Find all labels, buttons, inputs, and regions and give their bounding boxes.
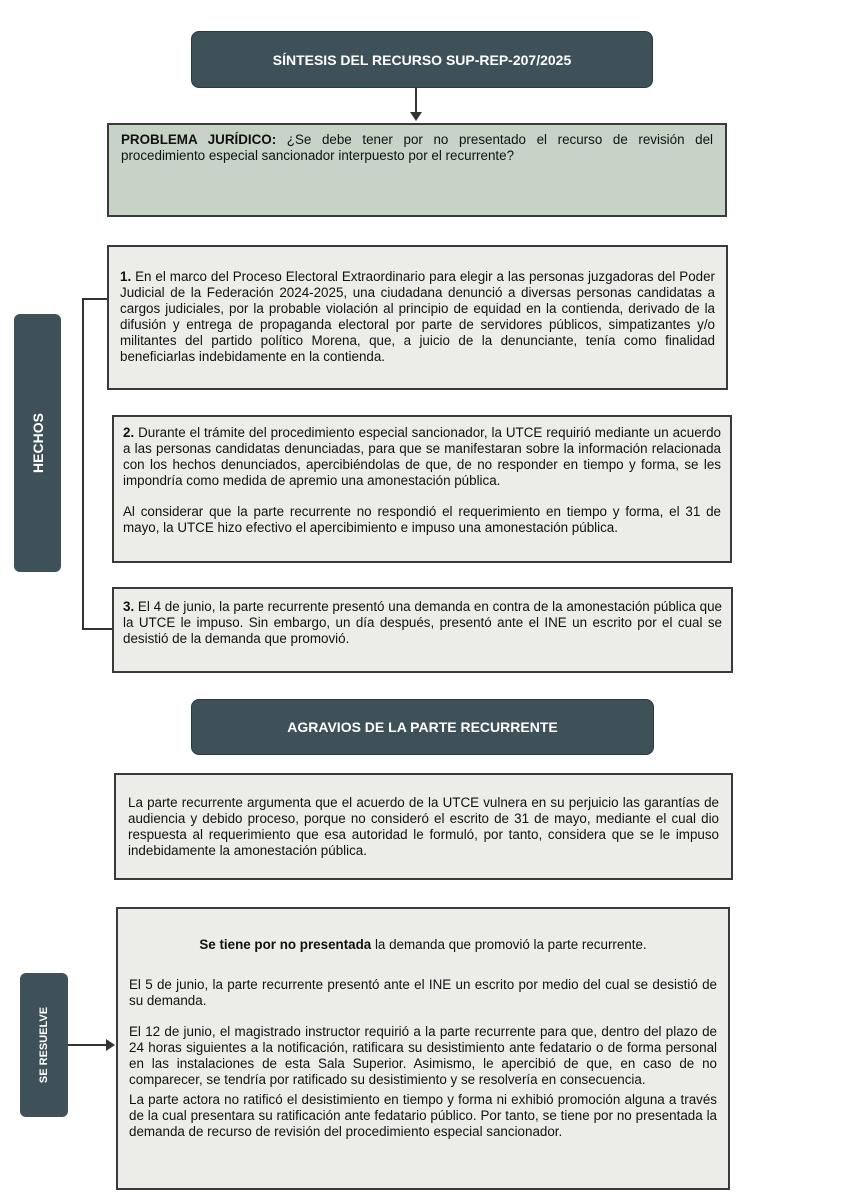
- bracket-line: [82, 298, 108, 300]
- legal-problem-label: PROBLEMA JURÍDICO:: [121, 132, 277, 147]
- agravios-text: La parte recurrente argumenta que el acuerdo de la UTCE vulnera en su perjuicio las garantías de audiencia y debido proceso, porque no consideró el escrito de 31 de mayo, mediante el cual dio respuesta al requerimiento que esa autoridad le formuló, por tanto, considera que se le impuso indebidamente la amonestación pública.: [128, 795, 719, 858]
- connector-line: [68, 1044, 110, 1046]
- bracket-line: [82, 628, 112, 630]
- fact-number: 2.: [123, 425, 135, 440]
- fact-box-3: [112, 587, 733, 673]
- legal-problem-box: [107, 123, 727, 217]
- agravios-box: [114, 773, 733, 880]
- fact-number: 3.: [123, 599, 135, 614]
- arrow-down-icon: [410, 112, 422, 121]
- resolution-paragraph: El 12 de junio, el magistrado instructor requirió a la parte recurrente para que, dentro del plazo de 24 horas siguientes a la notificación, ratificara su desistimiento ante fedatario o de forma personal en las instalaciones de esta Sala Superior. Asimismo, le apercibió de que, en caso de no comparecer, se tendría por ratificado su desistimiento y se resolvería en consecuencia.: [129, 1024, 717, 1087]
- arrow-right-icon: [106, 1039, 115, 1051]
- page-title: SÍNTESIS DEL RECURSO SUP-REP-207/2025: [191, 31, 653, 88]
- fact-box-1: [107, 245, 728, 390]
- hechos-label: HECHOS: [14, 314, 61, 572]
- resolution-paragraph: La parte actora no ratificó el desistimiento en tiempo y forma ni exhibió promoción alguna a través de la cual presentara su ratificación ante fedatario público. Por tanto, se tiene por no presentada la demanda de recurso de revisión del procedimiento especial sancionador.: [129, 1092, 717, 1139]
- fact-number: 1.: [120, 269, 132, 284]
- agravios-title: AGRAVIOS DE LA PARTE RECURRENTE: [191, 699, 654, 755]
- se-resuelve-label: SE RESUELVE: [20, 973, 68, 1117]
- fact-text: El 4 de junio, la parte recurrente presentó una demanda en contra de la amonestación pública que la UTCE le impuso. Sin embargo, un día después, presentó ante el INE un escrito por el cual se desistió de la demanda que promovió.: [123, 599, 722, 646]
- legal-problem-text: ¿Se debe tener por no presentado el recurso de revisión del procedimiento especial sancionador interpuesto por el recurrente?: [121, 132, 713, 163]
- fact-text: Durante el trámite del procedimiento especial sancionador, la UTCE requirió mediante un acuerdo a las personas candidatas denunciadas, para que se manifestaran sobre la información relacionada con los hechos denunciados, apercibiéndolas de que, de no responder en tiempo y forma, se les impondría como medida de apremio una amonestación pública.: [123, 425, 721, 488]
- connector-line: [415, 88, 417, 114]
- resolution-headline-bold: Se tiene por no presentada: [199, 937, 372, 952]
- bracket-line: [82, 298, 84, 629]
- fact-text: En el marco del Proceso Electoral Extraordinario para elegir a las personas juzgadoras del Poder Judicial de la Federación 2024-2025, una ciudadana denunció a diversas personas candidatas a cargos judiciales, por la probable violación al principio de equidad en la contienda, derivado de la difusión y entrega de propaganda electoral por parte de servidores públicos, simpatizantes y/o militantes del partido político Morena, que, a juicio de la denunciante, tenía como finalidad beneficiarlas indebidamente en la contienda.: [120, 269, 715, 364]
- resolution-box: [116, 907, 730, 1190]
- fact-extra-text: Al considerar que la parte recurrente no respondió el requerimiento en tiempo y forma, el 31 de mayo, la UTCE hizo efectivo el apercibimiento e impuso una amonestación pública.: [123, 504, 721, 535]
- fact-box-2: [112, 415, 732, 563]
- resolution-headline-rest: la demanda que promovió la parte recurrente.: [371, 937, 647, 952]
- resolution-paragraph: El 5 de junio, la parte recurrente presentó ante el INE un escrito por medio del cual se desistió de su demanda.: [129, 977, 717, 1008]
